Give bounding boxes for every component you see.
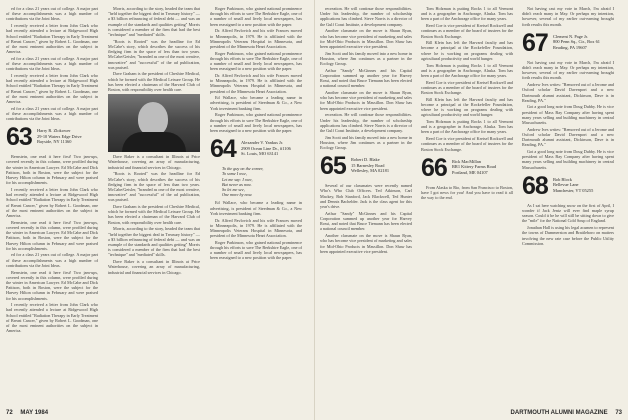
paragraph: Jonathan Hall is using his legal acumen to represent the towns of Dummerston and Brattleboro on matters involving the new rate case before the Public Utility Commission.: [522, 225, 614, 246]
paragraph: Got a good long note from Doug Dubby. He is vice president of Mass Bay Company after having spent many years selling and building machinery in central Massachusetts.: [522, 149, 614, 170]
paragraph: "Roots is Rooted" was the headline for Ed McCabe's story, which describes the success of his fledging firm in the space of less than two years. McCabe/Geisler, "branded as one of the most creative, innovative" and "successful" of the ad publication, was praised.: [108, 171, 200, 203]
class-secretary-address: Clement N. Page Jr. 800 Penn Sq., Cir., Box 61 Reading, PA 19607: [553, 33, 600, 50]
page-number: 72: [6, 410, 13, 416]
paragraph: Jim Scott and his family moved into a new home in Houston, where Jim continues as a partner in the Ecology Group.: [320, 50, 412, 67]
class-heading: [320, 153, 412, 179]
paragraph: Morris, according to the story, headed the team that "held together the biggest deal in Treasury history" — a $3 billion refinancing of federal debt — and was an example of the standards and qualities getting" Morris is considered a member of the firm that had the best "technique" and "mediated" skills.: [108, 6, 200, 38]
paragraph: Roger Parkinson, who gained national prominence through his efforts to save The Berkshire Eagle, one of a number of small and lively local newspapers, has been reassigned to a new position with the paper.: [210, 239, 302, 261]
class-number: 66: [421, 153, 447, 182]
class-secretary-address: Harry R. Zlokower 29-10 Waters Edge Drive Bayside, NY 11360: [37, 128, 82, 145]
paragraph: Reed Coe is vice president of Kreisel Rockwell and continues as a member of the board of trustees for the Boston Stock Exchange.: [421, 23, 513, 39]
column-3: [210, 6, 302, 262]
right-page: [315, 0, 628, 420]
paragraph: Ed Wallace, who became a leading name in advertising, is president of Steedman & Co., a New York investment banking firm.: [210, 95, 302, 111]
left-footer: [6, 410, 48, 416]
class-number: 65: [320, 152, 346, 181]
paragraph: Dr. Alfred Pavlovich and his wife Frances moved to Minneapolis, in 1979. He is affiliated with the Minneapolis Veterans Hospital in Minnesota, and president of the Minnesota Heart Association.: [210, 72, 302, 94]
right-footer: [511, 410, 622, 416]
page-number: 73: [615, 410, 622, 416]
paragraph: Dave Graham is the president of Cheshire Medical, which he formed with the Medical Leisure Group. He has been elected a chairman of the Harvard Club of Boston, with responsibility over health care.: [108, 204, 200, 225]
column-6: [522, 6, 614, 248]
class-number: 63: [6, 123, 32, 152]
paragraph: I recently received a letter from John Clark who had recently attended a lecture at Ridgewood High School entitled "Radiation Therapy in Early Treatment of Breast Cancer," given by Robert L. Goodman, one of the most eminent authorities on the subject in America.: [6, 186, 98, 218]
paragraph: Dr. Alfred Pavlovich and his wife Frances moved to Minneapolis, in 1979. He is affiliated with the Minneapolis Veterans Hospital in Minnesota, and president of the Minnesota Heart Association.: [210, 217, 302, 239]
paragraph: Tom Holzman is putting Rocks 1 to all Vermont and is a geographer in Anchorage, Alaska. Tom has been a part of the Anchorage office for many years.: [421, 6, 513, 22]
paragraph: Andrew Ives writes: "Removed out of a Jerome and Oxford scholar David Davenport and a new Dartmouth alumni assistant, Dickinson, Dave is in Reading, PA.": [522, 82, 614, 103]
paragraph: I recently received a letter from John Clark who had recently attended a lecture at Ridgewood High School entitled "Radiation Therapy in Early Treatment of Breast Cancer," given by Robert L. Goodman, one of the most eminent authorities on the subject in America.: [6, 302, 98, 334]
class-secretary-address: Rick MacMillan RR1 Kittery Farms Road Portland, ME 04107: [452, 158, 497, 175]
issue-date: MAY 1984: [20, 410, 49, 416]
paragraph: ed for a class 21 years out of college. A major part of these accomplishments was a high number of contributions via the Joint Ideas.: [6, 252, 98, 268]
paragraph: Another classmate on the move is Shaun Ryan, who has become vice president of marketing and sales for Mid-Ohio Products in Massillon. Don Shaw has been appointed executive vice president.: [320, 233, 412, 254]
paragraph: "Roots is Rooted" was the headline for Ed McCabe's story, which describes the success of his fledging firm in the space of less than two years. McCabe/Geisler, "branded as one of the most creative, innovative" and "successful" of the ad publication, was praised.: [108, 38, 200, 70]
paragraph: Another classmate on the move is Shaun Ryan, who has become vice president of marketing and sales for Mid-Ohio Products in Massillon. Don Shaw has been appointed executive vice president.: [320, 90, 412, 111]
class-heading: [522, 30, 614, 56]
poem: To the guy on the corner, To some I owe, Let me say: I owe, But never as now. So let me see, One more by now.: [222, 166, 264, 198]
paragraph: Roger Parkinson, who gained national prominence through his efforts to save The Berkshire Eagle, one of a number of small and lively local newspapers, has been reassigned to a new position with the paper.: [210, 112, 302, 133]
photo-shoulders: [122, 132, 186, 152]
paragraph: Tom Holzman is putting Rocks 1 to all Vermont and is a geographer in Anchorage, Alaska. Tom has been a part of the Anchorage office for many years.: [421, 62, 513, 78]
paragraph: recreation. He will continue those responsibilities. Under his leadership, the number of scholarship applications has climbed. Steve Norris is a director of the Gulf Coast Institute, a development company.: [320, 6, 412, 27]
paragraph: I recently received a letter from John Clark who had recently attended a lecture at Ridgewood High School entitled "Radiation Therapy in Early Treatment of Breast Cancer," given by Robert L. Goodman, one of the most eminent authorities on the subject in America.: [6, 23, 98, 55]
paragraph: Bill Klein has left the Harvard faculty and has become a principal at the Rockefeller Foundation, where he is working on programs dealing with agricultural productivity and world hunger.: [421, 96, 513, 118]
column-5: [421, 6, 513, 202]
paragraph: Not having cast my vote in March, I'm afraid I didn't reach many in May. Or perhaps my intention, however, several of my earlier out-earning brought forth results this month.: [522, 59, 614, 81]
paragraph: Reed Coe is vice president of Kreisel Rockwell and continues as a member of the board of trustees for the Boston Stock Exchange.: [421, 79, 513, 96]
class-number: 64: [210, 135, 236, 164]
paragraph: I recently received a letter from John Clark who had recently attended a lecture at Ridgewood High School entitled "Radiation Therapy in Early Treatment of Breast Cancer," given by Robert L. Goodman, one of the most eminent authorities on the subject in America.: [6, 72, 98, 104]
column-1: [6, 6, 98, 335]
paragraph: Dave Graham is the president of Cheshire Medical, which he formed with the Medical Leisure Group. He has been elected a chairman of the Harvard Club of Boston, with responsibility over health care.: [108, 71, 200, 93]
paragraph: Jim Scott and his family moved into a new home in Houston, where Jim continues as a partner in the Ecology Group.: [320, 134, 412, 151]
paragraph: Another classmate on the move is Shaun Ryan, who has become vice president of marketing and sales for Mid-Ohio Products in Massillon. Don Shaw has been appointed executive vice president.: [320, 28, 412, 49]
paragraph: Andrew Ives writes: "Removed out of a Jerome and Oxford scholar David Davenport and a new Dartmouth alumni assistant, Dickinson, Dave is in Reading, PA.": [522, 126, 614, 148]
class-secretary-address: Bob Block Bellevue Lane Manchester, VT 05255: [553, 176, 594, 193]
class-heading: [421, 155, 513, 181]
paragraph: Not having cast my vote in March, I'm afraid I didn't reach many in May. Or perhaps my intention, however, several of my earlier out-earning brought forth results this month.: [522, 6, 614, 27]
paragraph: Several of our classmates were recently named Who's Who Club Officers. Ted Atkinson, Carl Mackey, Bob Stanford, Jack Blackwell, Ted Hunter and Dennis Bachelder. Jack is the class agent for this year's drive.: [320, 183, 412, 210]
paragraph: Reed Coe is vice president of Kreisel Rockwell and continues as a member of the board of trustees for the Boston Stock Exchange.: [421, 136, 513, 152]
paragraph: Bill Klein has left the Harvard faculty and has become a principal at the Rockefeller Foundation, where he is working on programs dealing with agricultural productivity and world hunger.: [421, 40, 513, 61]
class-heading: [6, 124, 98, 150]
class-secretary-address: Alexander V. Yankus Jr. 2909 Ocean Line Dr., #1106 St. Louis, MO 63141: [241, 140, 291, 156]
class-heading: [210, 136, 302, 162]
class-number: 68: [522, 171, 548, 200]
paragraph: Roger Parkinson, who gained national prominence through his efforts to save The Berkshire Eagle, one of a number of small and lively local newspapers, has been reassigned to a new position with the paper.: [210, 50, 302, 72]
photo-face: [138, 102, 168, 136]
issue-title: DARTMOUTH ALUMNI MAGAZINE: [510, 410, 608, 416]
paragraph: Tom Holzman is putting Rocks 1 to all Vermont and is a geographer in Anchorage, Alaska. Tom has been a part of the Anchorage office for many years.: [421, 119, 513, 135]
paragraph: ed for a class 21 years out of college. A major part of these accomplishments was a high number of contributions via the Joint Ideas.: [6, 55, 98, 72]
paragraph: ed for a class 21 years out of college. A major part of these accomplishments was a high number of contributions via the Joint Ideas.: [6, 6, 98, 22]
paragraph: Ed Wallace, who became a leading name in advertising, is president of Steedman & Co., a New York investment banking firm.: [210, 200, 302, 216]
portrait-photo: [108, 94, 200, 152]
class-heading: [522, 173, 614, 199]
paragraph: Dave Baker is a consultant in Illinois at Price Waterhouse, covering an array of manufacturing, industrial and financial services in Chicago.: [108, 154, 200, 170]
paragraph: Got a good long note from Doug Dubby. He is vice president of Mass Bay Company after having spent many years selling and building machinery in central Massachusetts.: [522, 104, 614, 126]
paragraph: Arthur "Sandy" McGinnes and his Capital Corporation summed up another year for Harvey Rossi, and noted that Bruce Tiemann has been elected a national council member.: [320, 67, 412, 89]
paragraph: Roger Parkinson, who gained national prominence through his efforts to save The Berkshire Eagle, one of a number of small and lively local newspapers, has been reassigned to a new position with the paper.: [210, 6, 302, 27]
paragraph: Bernstein, one read it here first! Two jam-ups, covered recently in this column, were profiled during the winter in American Lawyer. Ed McCabe and Dick Pattison, both in Boston, were the subject for the Harvey Hilton column in February and were praised for his accomplishments.: [6, 219, 98, 251]
paragraph: From Alaska to Rio, from San Francisco to Boston, have I got news for you! And you have to read it all the way to the end.: [421, 184, 513, 201]
paragraph: Dr. Alfred Pavlovich and his wife Frances moved to Minneapolis, in 1979. He is affiliated with the Minneapolis Veterans Hospital in Minnesota, and president of the Minnesota Heart Association.: [210, 28, 302, 49]
paragraph: Dave Baker is a consultant in Illinois at Price Waterhouse, covering an array of manufacturing, industrial and financial services in Chicago.: [108, 259, 200, 275]
paragraph: ed for a class 21 years out of college. A major part of these accomplishments was a high number of contributions via the Joint Ideas.: [6, 105, 98, 122]
paragraph: Arthur "Sandy" McGinnes and his Capital Corporation summed up another year for Harvey Rossi, and noted that Bruce Tiemann has been elected a national council member.: [320, 210, 412, 232]
paragraph: recreation. He will continue those responsibilities. Under his leadership, the number of scholarship applications has climbed. Steve Norris is a director of the Gulf Coast Institute, a development company.: [320, 112, 412, 133]
paragraph: Morris, according to the story, headed the team that "held together the biggest deal in Treasury history" — a $3 billion refinancing of federal debt — and was an example of the standards and qualities getting" Morris is considered a member of the firm that had the best "technique" and "mediated" skills.: [108, 226, 200, 258]
class-number: 67: [522, 28, 548, 57]
paragraph: As I sat here watching snow on the first of April, I wonder if Jack Jentz will ever find maple syrup season. Could it be he will still be sitting down to give the "mile" for the National Cold Soup of England.: [522, 202, 614, 224]
column-4: [320, 6, 412, 255]
paragraph: Bernstein, one read it here first! Two jam-ups, covered recently in this column, were profiled during the winter in American Lawyer. Ed McCabe and Dick Pattison, both in Boston, were the subject for the Harvey Hilton column in February and were praised for his accomplishments.: [6, 269, 98, 301]
class-secretary-address: Robert D. Blake 15 Barnesley Road Wellesley, MA 02181: [351, 157, 390, 174]
paragraph: Bernstein, one read it here first! Two jam-ups, covered recently in this column, were profiled during the winter in American Lawyer. Ed McCabe and Dick Pattison, both in Boston, were the subject for the Harvey Hilton column in February and were praised for his accomplishments.: [6, 154, 98, 186]
column-2: [108, 6, 200, 276]
